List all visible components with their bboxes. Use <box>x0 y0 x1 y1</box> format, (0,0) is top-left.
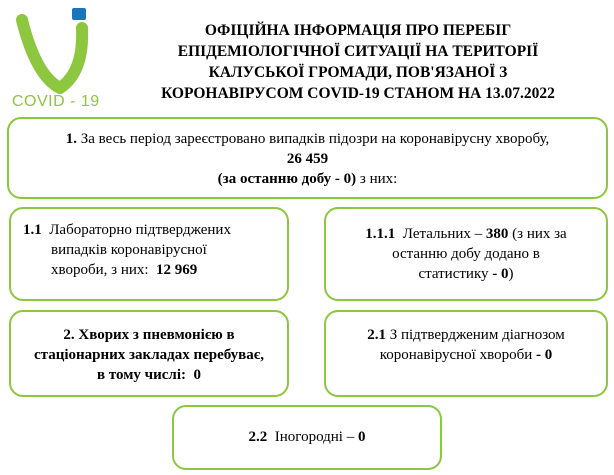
lab-confirmed-value: 12 969 <box>156 262 198 278</box>
pneumonia-box: 2. Хворих з пневмонією в стаціонарних закладах перебуває, в тому числі: 0 <box>9 310 289 397</box>
nonresidents-value: 0 <box>357 429 366 445</box>
pneumonia-value: 0 <box>193 367 202 383</box>
confirmed-diagnosis-box: 2.1 З підтвердженим діагнозом коронавірусної хвороби - 0 <box>324 310 608 397</box>
logo-label: COVID - 19 <box>12 93 100 110</box>
confirmed-diagnosis-value: - 0 <box>536 347 553 363</box>
deaths-box: 1.1.1 Летальних – 380 (з них за останню добу додано в статистику - 0) <box>324 207 608 301</box>
total-suspected-box: 1. За весь період зареєстровано випадків підозри на коронавірусну хворобу, 26 459 (за останню добу - 0) з них: <box>7 117 608 199</box>
logo-dot <box>72 8 86 20</box>
covid-v-icon <box>8 6 108 96</box>
lab-confirmed-box: 1.1 Лабораторно підтверджених випадків коронавірусної хвороби, з них: 12 969 <box>9 207 289 301</box>
nonresidents-box: 2.2 Іногородні – 0 <box>172 405 442 470</box>
page-title: ОФІЦІЙНА ІНФОРМАЦІЯ ПРО ПЕРЕБІГ ЕПІДЕМІОЛОГІЧНОЇ СИТУАЦІЇ НА ТЕРИТОРІЇ КАЛУСЬКОЇ ГРОМАДИ, ПОВ'ЯЗАНОЇ З КОРОНАВІРУСОМ COVID-19 СТАНОМ НА 13.07.2022 <box>161 22 555 102</box>
total-suspected-value: 26 459 <box>286 151 329 167</box>
deaths-value: 380 <box>485 226 509 242</box>
